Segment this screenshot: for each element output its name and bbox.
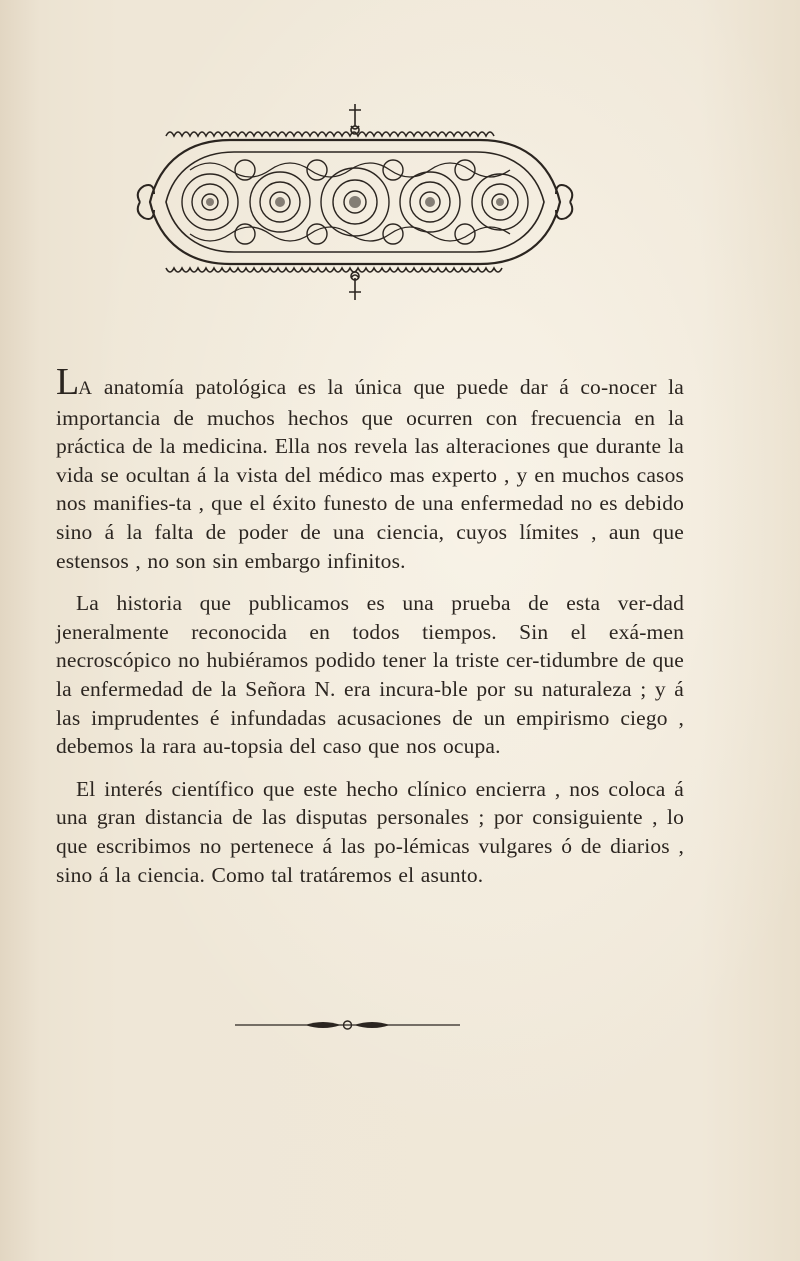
drop-cap: L xyxy=(56,361,79,403)
paragraph-3: El interés científico que este hecho clínico encierra , nos coloca á una gran distancia de las disputas personales ; por consiguiente , lo que escribimos no pertenece á las po-lémicas vulgares ó de diarios , sino á la ciencia. Como tal tratáremos el asunto. xyxy=(56,776,684,887)
decorative-rule-icon xyxy=(235,1018,460,1032)
paragraph-1 xyxy=(56,361,684,575)
paragraph-2: La historia que publicamos es una prueba de esta ver-dad jeneralmente reconocida en todos tiempos. Sin el exá-men necroscópico no hubiéramos podido tener la triste cer-tidumbre de que la enfermedad de la Señora N. era incura-ble por su naturaleza ; y á las imprudentes é infundadas acusaciones de un empirismo ciego , debemos la rara au-topsia del caso que nos ocupa. xyxy=(56,591,684,759)
small-cap: A xyxy=(78,378,93,399)
decorative-headpiece-icon xyxy=(130,100,580,305)
body-text xyxy=(56,361,684,889)
paragraph-1-text: anatomía patológica es la única que puede dar á co-nocer la importancia de muchos hechos que ocurren con frecuencia en la práctica de la medicina. Ella nos revela las alteraciones que durante la vida se ocultan á la vista del médico mas experto , y en muchos casos nos manifies-ta , que el éxito funesto de una enfermedad no es debido sino á la falta de poder de una ciencia, cuyos límites , aun que estensos , no son sin embargo infinitos. xyxy=(56,375,684,573)
